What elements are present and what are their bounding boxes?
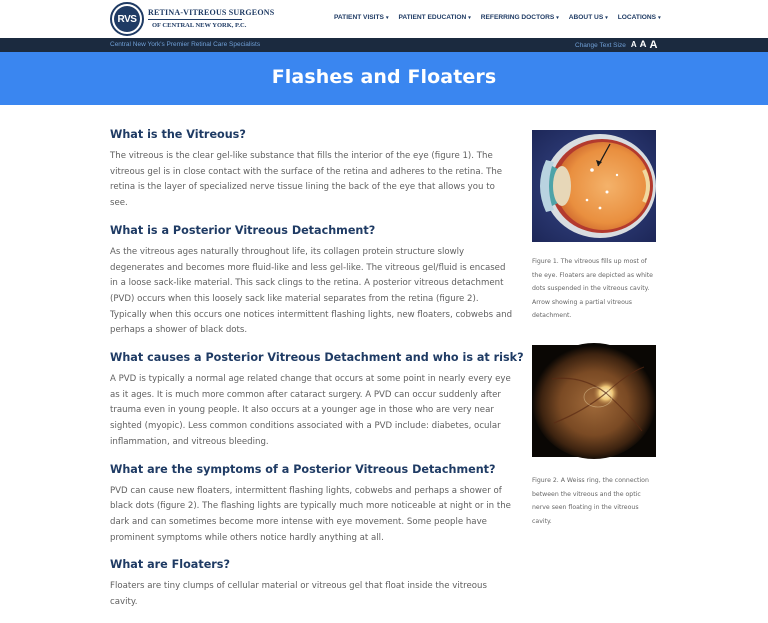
chevron-down-icon: ▾	[556, 14, 559, 21]
page-banner	[0, 52, 768, 105]
figure-caption: Figure 2. A Weiss ring, the connection between the vitreous and the optic nerve seen floating in the vitreous cavity.	[532, 477, 649, 525]
chevron-down-icon: ▾	[605, 14, 608, 21]
section-heading: What is a Posterior Vitreous Detachment?	[110, 223, 376, 237]
section-heading: What causes a Posterior Vitreous Detachment and who is at risk?	[110, 351, 524, 365]
section-heading: What is the Vitreous?	[110, 128, 246, 141]
section-body: PVD can cause new floaters, intermittent flashing lights, cobwebs and perhaps a shower of black dots (figure 2). The flashing lights are typically much more noticeable at night or in the dark and can sometimes become more intense with eye movement. Some people have prominent symptoms while others notice hardly anything at all.	[110, 485, 511, 543]
nav-label: REFERRING DOCTORS	[480, 14, 555, 21]
section-heading: What are the symptoms of a Posterior Vitreous Detachment?	[110, 462, 496, 476]
nav-label: PATIENT EDUCATION	[398, 14, 467, 21]
logo-badge	[110, 2, 144, 36]
figure-caption: Figure 1. The vitreous fills up most of the eye. Floaters are depicted as white dots suspended in the vitreous cavity. Arrow showing a partial vitreous detachment.	[532, 258, 653, 320]
site-logo[interactable]	[110, 2, 275, 36]
nav-about-us[interactable]	[569, 14, 608, 21]
text-size-small-button[interactable]: A	[630, 40, 637, 49]
section-body: Floaters are tiny clumps of cellular material or vitreous gel that float inside the vitreous cavity.	[110, 581, 487, 608]
text-size-label: Change Text Size	[575, 42, 626, 49]
eye-cross-section-image	[532, 130, 656, 242]
nav-label: LOCATIONS	[617, 14, 657, 21]
nav-patient-visits[interactable]	[334, 14, 388, 21]
nav-label: ABOUT US	[568, 14, 604, 21]
logo-name: RETINA-VITREOUS SURGEONS	[148, 8, 275, 17]
text-size-medium-button[interactable]: A	[639, 39, 647, 50]
chevron-down-icon: ▾	[385, 14, 389, 21]
site-header	[0, 0, 768, 38]
section-body: A PVD is typically a normal age related change that occurs at some point in nearly every eye as it ages. It is much more common after cataract surgery. A PVD can occur suddenly after trauma even in young people. It also occurs at a younger age in those who are very near sighted (myopic). Less common conditions associated with a PVD include: diabetes, ocular inflammation, and vitreous bleeding.	[110, 374, 511, 447]
weiss-ring-fundus-image	[532, 345, 656, 457]
logo-subname: OF CENTRAL NEW YORK, P.C.	[152, 22, 247, 29]
text-size-large-button[interactable]: A	[649, 39, 658, 51]
utility-bar	[0, 38, 768, 52]
chevron-down-icon: ▾	[468, 14, 471, 21]
section-body: The vitreous is the clear gel-like substance that fills the interior of the eye (figure 1). The vitreous gel is in close contact with the surface of the retina and adheres to the retina. The retina is the layer of specialized nerve tissue lining the back of the eye that allows you to see.	[110, 151, 503, 209]
article-content	[110, 128, 524, 623]
nav-referring-doctors[interactable]	[481, 14, 559, 21]
nav-locations[interactable]	[618, 14, 661, 21]
fundus-photo[interactable]	[532, 345, 656, 457]
figure-2	[532, 345, 656, 528]
logo-divider	[148, 19, 242, 20]
chevron-down-icon: ▾	[658, 14, 661, 21]
nav-patient-education[interactable]	[398, 14, 470, 21]
eye-anatomy-illustration[interactable]	[532, 130, 656, 242]
main-nav	[334, 14, 671, 21]
page-title: Flashes and Floaters	[271, 66, 497, 88]
section-body: As the vitreous ages naturally throughout life, its collagen protein structure slowly degenerates and becomes more fluid-like and less gel-like. The vitreous gel/fluid is encased in a loose sack-like material. This sack clings to the retina. A posterior vitreous detachment (PVD) occurs when this loosely sack like material separates from the retina (figure 2). Typically when this occurs one notices intermittent flashing lights, new floaters, cobwebs and perhaps a shower of black dots.	[110, 246, 513, 336]
logo-badge-text: RVS	[114, 6, 140, 32]
section-heading: What are Floaters?	[110, 558, 230, 572]
nav-label: PATIENT VISITS	[334, 14, 384, 21]
site-tagline: Central New York's Premier Retinal Care Specialists	[110, 41, 261, 48]
figure-1	[532, 130, 656, 323]
text-size-control	[575, 39, 660, 51]
